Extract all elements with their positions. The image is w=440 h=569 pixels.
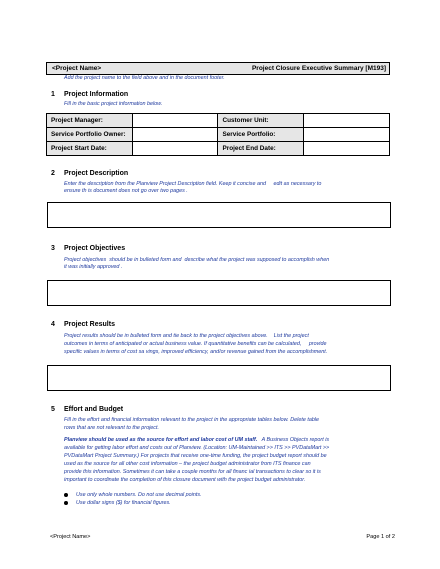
section-number: 2 (51, 170, 55, 177)
section-instruction: Fill in the effort and financial information relevant to the project in the appropriate tables below. Delete table (64, 417, 320, 423)
section-number: 4 (51, 321, 55, 328)
section-number: 3 (51, 245, 55, 252)
service-portfolio-owner-label: Service Portfolio Owner: (47, 128, 133, 142)
service-portfolio-field[interactable] (304, 128, 390, 142)
section-title-project-results: Project Results (64, 321, 115, 328)
budget-paragraph-rest: A Business Objects report is (257, 437, 330, 443)
budget-paragraph-line: PVDataMart Project Summary.) For projects that receive one-time funding, the project budget report should be (64, 453, 327, 459)
header-doc-title: Project Closure Executive Summary [M193] (251, 65, 386, 72)
budget-paragraph-line: provide this information. Sometimes it can take a couple months for all financ ial transactions to clear so it is (64, 469, 321, 475)
header-project-name[interactable]: <Project Name> (52, 65, 102, 72)
budget-paragraph-line: used as the source for all other cost information – the project budget administrator from ITS finance can (64, 461, 311, 467)
section-number: 1 (51, 91, 55, 98)
section-instruction: outcomes in terms of anticipated or actual business value. If quantitative benefits can be calculated, provide (64, 341, 327, 347)
bullet-text: Use only whole numbers. Do not use decimal points. (76, 492, 202, 498)
document-header (46, 62, 390, 75)
section-instruction: Enter the description from the Planview Project Description field. Keep it concise and edit as necessary to (64, 181, 322, 187)
section-instruction: Fill in the basic project information below. (64, 101, 163, 107)
section-instruction: it was initially approved . (64, 264, 123, 270)
section-instruction: ensure th is document does not go over two pages . (64, 188, 188, 194)
footer-page-number: Page 1 of 2 (366, 534, 395, 540)
section-instruction: specific values in terms of cost sa vings, improved efficiency, and/or revenue gained from the accomplishment. (64, 349, 328, 355)
project-results-box[interactable] (47, 365, 391, 391)
table-row (47, 142, 390, 156)
project-objectives-box[interactable] (47, 280, 391, 306)
table-row (47, 128, 390, 142)
section-number: 5 (51, 406, 55, 413)
customer-unit-label: Customer Unit: (218, 114, 304, 128)
project-manager-field[interactable] (132, 114, 218, 128)
project-description-box[interactable] (47, 202, 391, 228)
list-item (62, 499, 202, 507)
project-end-date-field[interactable] (304, 142, 390, 156)
budget-paragraph-line (64, 437, 329, 444)
project-manager-label: Project Manager: (47, 114, 133, 128)
section-title-project-information: Project Information (64, 91, 129, 98)
budget-paragraph-bold: Planview should be used as the source for effort and labor cost of UM staff. (64, 437, 258, 443)
project-end-date-label: Project End Date: (218, 142, 304, 156)
footer-project-name: <Project Name> (50, 534, 91, 540)
list-item (62, 491, 202, 499)
service-portfolio-owner-field[interactable] (132, 128, 218, 142)
bullet-icon (64, 493, 68, 497)
table-row (47, 114, 390, 128)
budget-paragraph-line: available for getting labor effort and costs out of Planview. (Location: UM-Maintained >> ITS >> PVDataMart >> (64, 445, 330, 451)
bullet-text: Use dollar signs ($) for financial figures. (76, 500, 171, 506)
project-info-table (46, 113, 390, 156)
section-instruction: Project objectives should be in bulleted form and describe what the project was supposed to accomplish when (64, 257, 330, 263)
section-instruction: rows that are not relevant to the project. (64, 425, 159, 431)
header-instruction: Add the project name to the field above and in the document footer. (64, 75, 225, 81)
bullet-icon (64, 501, 68, 505)
budget-bullet-list (62, 491, 202, 507)
project-start-date-label: Project Start Date: (47, 142, 133, 156)
service-portfolio-label: Service Portfolio: (218, 128, 304, 142)
section-title-project-objectives: Project Objectives (64, 245, 126, 252)
section-title-project-description: Project Description (64, 170, 129, 177)
project-start-date-field[interactable] (132, 142, 218, 156)
budget-paragraph-line: important to coordinate the completion of this closure document with the project budget administrator. (64, 477, 306, 483)
section-instruction: Project results should be in bulleted form and tie back to the project objectives above. List the project (64, 333, 309, 339)
section-title-effort-and-budget: Effort and Budget (64, 406, 124, 413)
customer-unit-field[interactable] (304, 114, 390, 128)
